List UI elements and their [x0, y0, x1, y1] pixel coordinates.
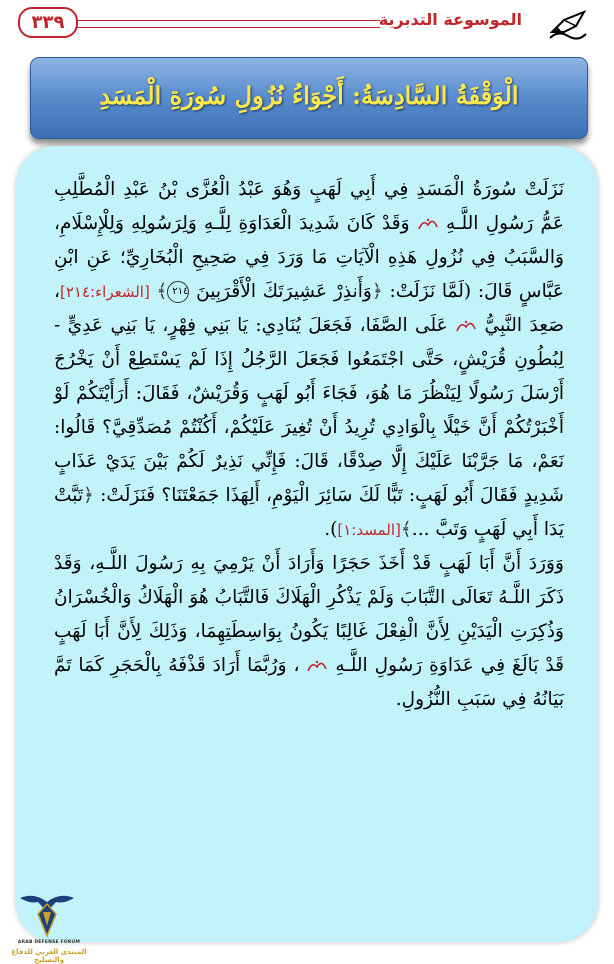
text-run: وَقَدْ كَانَ شَدِيدَ الْعَدَاوَةِ لِلَّـهِ وَلِرَسُولِهِ وَلِلْإِسْلَامِ، وَالسَّبَبُ فِي نُزُولِ هَذِهِ الْآيَاتِ مَا وَرَدَ فِي صَحِيحِ الْبُخَارِيِّ؛ عَنِ ابْنِ عَبَّاسٍ قَالَ: (لَمَّا نَزَلَتْ:	[54, 213, 564, 302]
paragraph-2	[54, 547, 564, 717]
forum-logo-icon	[16, 878, 78, 940]
watermark-text-arabic: المنتدى العربي للدفاع والتسليح	[11, 948, 87, 964]
quran-verse: وَأَنذِرْ عَشِيرَتَكَ الْأَقْرَبِينَ	[196, 281, 372, 302]
pbuh-icon	[417, 215, 439, 233]
verse-reference: [المسد:١]	[337, 521, 401, 539]
ayah-number-icon: ٢١٤	[167, 281, 189, 303]
text-run: عَلَى الصَّفَا، فَجَعَلَ يُنَادِي: يَا بَنِي فِهْرٍ، يَا بَنِي عَدِيٍّ - لِبُطُونِ قُرَيْشٍ، حَتَّى اجْتَمَعُوا فَجَعَلَ الرَّجُلُ إِذَا لَمْ يَسْتَطِعْ أَنْ يَخْرُجَ أَرْسَلَ رَسُولًا لِيَنْظُرَ مَا هُوَ، فَجَاءَ أَبُو لَهَبٍ وَقُرَيْشٌ، فَقَالَ: أَرَأَيْتَكُمْ لَوْ أَخْبَرْتُكُمْ أَنَّ خَيْلًا بِالْوَادِي تُرِيدُ أَنْ تُغِيرَ عَلَيْكُمْ، أَكُنْتُمْ مُصَدِّقِيَّ؟ قَالُوا: نَعَمْ، مَا جَرَّبْنَا عَلَيْكَ إِلَّا صِدْقًا، قَالَ: فَإِنِّي نَذِيرٌ لَكُمْ بَيْنَ يَدَيْ عَذَابٍ شَدِيدٍ فَقَالَ أَبُو لَهَبٍ: تَبًّا لَكَ سَائِرَ الْيَوْمِ، أَلِهَذَا جَمَعْتَنَا؟ فَنَزَلَتْ:	[54, 315, 564, 506]
quran-verse: تَبَّتْ يَدَا أَبِي لَهَبٍ وَتَبَّ ...	[54, 485, 564, 540]
page-number: ٣٣٩	[18, 7, 78, 38]
header-divider	[74, 20, 380, 28]
verse-close-bracket: ﴾	[400, 519, 412, 540]
section-title: الْوَقْفَةُ السَّادِسَةُ: أَجْوَاءُ نُزُولِ سُورَةِ الْمَسَدِ	[99, 81, 519, 110]
text-run: ، صَعِدَ النَّبِيُّ	[54, 281, 564, 336]
pen-icon	[548, 8, 590, 42]
watermark-text: ARAB DEFENSE FORUM	[17, 940, 81, 945]
pbuh-icon	[306, 657, 328, 675]
text-run: وَوَرَدَ أَنَّ أَبَا لَهَبٍ قَدْ أَخَذَ حَجَرًا وَأَرَادَ أَنْ يَرْمِيَ بِهِ رَسُولَ اللَّـهِ، وَقَدْ ذَكَرَ اللَّـهُ تَعَالَى التَّبَابَ وَلَمْ يَذْكُرِ الْهَلَاكَ فَالتَّبَابُ هُوَ الْهَلَاكُ وَالْخُسْرَانُ وَذُكِرَتِ الْيَدَيْنِ لِأَنَّ الْفِعْلَ غَالِبًا يَكُونُ بِوَاسِطَتِهِمَا، وَذَلِكَ لِأَنَّ أَبَا لَهَبٍ قَدْ بَالَغَ فِي عَدَاوَةِ رَسُولِ اللَّـهِ	[54, 553, 564, 676]
site-title: الموسوعة التدبرية	[378, 10, 522, 29]
paragraph-1	[54, 173, 564, 547]
verse-close-bracket: ﴾	[156, 281, 168, 302]
text-run: ، وَرُبَّمَا أَرَادَ قَذْفَهُ بِالْحَجَرِ كَمَا تَمَّ بَيَانُهُ فِي سَبَبِ النُّزُولِ.	[54, 655, 564, 710]
verse-open-bracket: ﴿	[83, 485, 94, 506]
body-text	[54, 173, 564, 717]
section-banner	[30, 57, 588, 139]
verse-open-bracket: ﴿	[371, 281, 383, 302]
text-run: ).	[324, 519, 338, 540]
verse-reference: [الشعراء:٢١٤]	[60, 283, 150, 301]
pbuh-icon	[455, 317, 477, 335]
text-run: نَزَلَتْ سُورَةُ الْمَسَدِ فِي أَبِي لَهَبٍ وَهُوَ عَبْدُ الْعُزَّى بْنُ عَبْدِ الْمُطَّلِبِ عَمُّ رَسُولِ اللَّـهِ	[54, 179, 564, 234]
